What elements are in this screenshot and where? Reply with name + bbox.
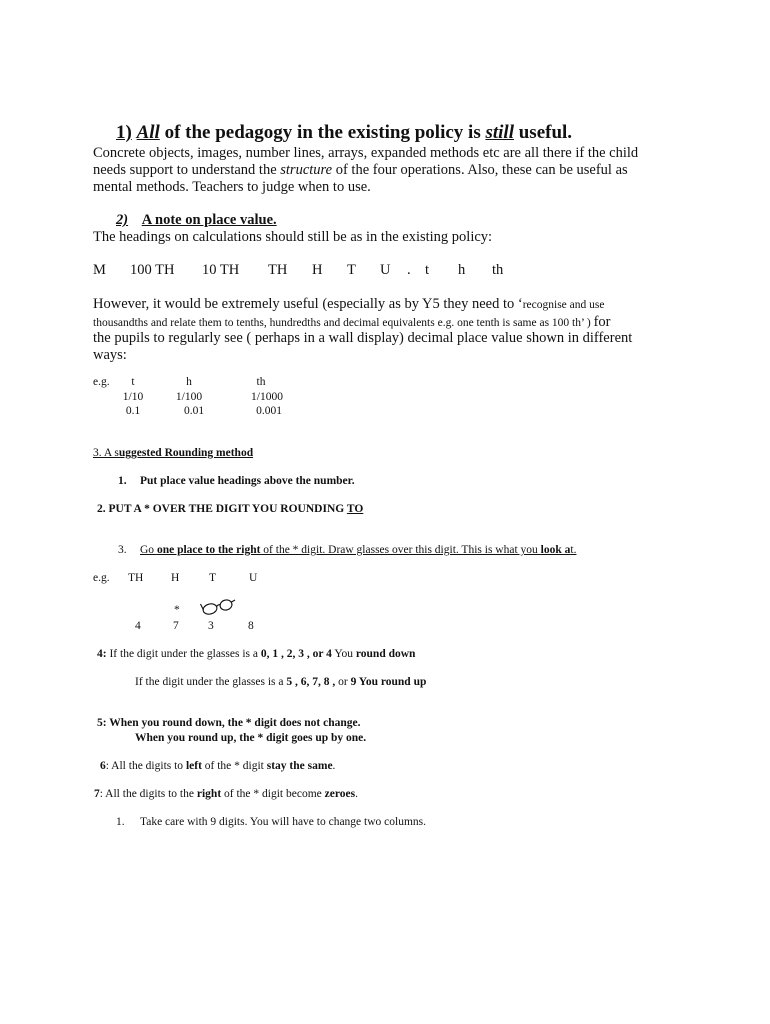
paragraph-line: the pupils to regularly see ( perhaps in a wall display) decimal place value shown in different: [93, 330, 633, 346]
step-3: [140, 544, 576, 556]
paragraph-line: [93, 162, 628, 179]
step-text: of the * digit become: [221, 788, 325, 800]
paragraph-line: ways:: [93, 347, 127, 363]
place-heading: t: [425, 262, 430, 278]
step-5-line: When you round up, the * digit goes up by one.: [135, 732, 367, 744]
step-number: 1.: [116, 816, 125, 828]
place-heading: h: [458, 262, 466, 278]
section-title: A note on place value.: [141, 212, 277, 228]
section-2-heading: [116, 212, 277, 229]
step-4b: [135, 676, 426, 688]
decimal-col-fraction: 1/1000: [251, 391, 283, 403]
step-emphasis: right: [196, 788, 222, 800]
example-digit: 8: [248, 620, 254, 632]
step-emphasis: 9 You round up: [350, 676, 427, 688]
step-emphasis: one place to the right: [156, 544, 261, 556]
step-emphasis: round down: [355, 648, 416, 660]
paragraph-text: of the four operations. Also, these can be useful as: [332, 162, 628, 178]
step-text: If the digit under the glasses is a: [135, 676, 287, 688]
example-label: e.g.: [93, 376, 110, 388]
step-text: Go: [140, 544, 157, 556]
step-number: 6: [100, 760, 106, 772]
step-text: 2. PUT A * OVER THE DIGIT YOU ROUNDING: [97, 503, 347, 515]
paragraph-line: The headings on calculations should still be as in the existing policy:: [93, 229, 493, 245]
decimal-col-head: t: [131, 376, 135, 388]
step-6: [100, 760, 335, 772]
step-text: .: [355, 788, 358, 800]
step-text: or: [335, 676, 351, 688]
section-3-heading: [93, 447, 253, 459]
paragraph-text: for: [593, 314, 611, 330]
step-number: 1.: [118, 475, 127, 487]
step-4: [97, 648, 415, 660]
step-text: Take care with 9 digits. You will have to change two columns.: [140, 816, 427, 828]
step-emphasis: TO: [346, 503, 364, 515]
example-heading: TH: [128, 572, 144, 584]
decimal-col-decimal: 0.1: [125, 405, 141, 417]
step-number: 7: [94, 788, 100, 800]
place-heading: .: [407, 262, 411, 278]
step-text: : All the digits to: [105, 760, 186, 772]
step-text: .: [332, 760, 336, 772]
step-emphasis: stay the same: [266, 760, 333, 772]
quote-text: thousandths and relate them to tenths, hundredths and decimal equivalents e.g. one tenth is same as 100 th’ ): [93, 317, 594, 329]
step-2: [97, 503, 363, 515]
step-number: 4:: [97, 648, 107, 660]
place-heading: TH: [268, 262, 288, 278]
step-number: 3.: [118, 544, 127, 556]
step-text: t.: [570, 544, 577, 556]
example-digit: 7: [173, 620, 179, 632]
step-7: [94, 788, 358, 800]
place-heading: T: [347, 262, 356, 278]
heading-text: of the pedagogy in the existing policy is: [159, 122, 486, 143]
section-number: 1): [116, 122, 132, 143]
step-emphasis: zeroes: [324, 788, 356, 800]
decimal-col-decimal: 0.001: [256, 405, 282, 417]
example-label: e.g.: [93, 572, 110, 584]
step-text: of the * digit. Draw glasses over this digit. This is what you: [260, 544, 541, 556]
step-emphasis: left: [185, 760, 202, 772]
place-heading: th: [492, 262, 504, 278]
place-heading: M: [93, 262, 106, 278]
decimal-col-head: h: [186, 376, 192, 388]
section-title: 3. A s: [93, 447, 119, 459]
step-text: of the * digit: [201, 760, 267, 772]
place-heading: 10 TH: [202, 262, 240, 278]
example-digit: 4: [135, 620, 141, 632]
decimal-col-decimal: 0.01: [183, 405, 205, 417]
paragraph-emphasis: structure: [280, 162, 333, 178]
section-number: 2): [116, 212, 129, 228]
heading-emphasis-still: still: [485, 122, 514, 143]
decimal-col-fraction: 1/100: [175, 391, 203, 403]
heading-text-end: useful.: [513, 122, 573, 143]
example-heading: H: [171, 572, 180, 584]
step-text: : All the digits to the: [99, 788, 197, 800]
step-text: If the digit under the glasses is a: [106, 648, 261, 660]
paragraph-line: mental methods. Teachers to judge when to use.: [93, 179, 371, 195]
quote-text: recognise and use: [522, 299, 605, 311]
step-emphasis: 0, 1 , 2, 3 , or 4: [260, 648, 332, 660]
section-1-heading: [116, 122, 572, 144]
step-text: Put place value headings above the number.: [140, 475, 355, 487]
place-heading: 100 TH: [130, 262, 175, 278]
paragraph-text: needs support to understand the: [93, 162, 281, 178]
paragraph-line: [93, 313, 610, 331]
paragraph-line: Concrete objects, images, number lines, arrays, expanded methods etc are all there if the child: [93, 145, 639, 161]
heading-emphasis-all: All: [136, 122, 160, 143]
section-title-bold: uggested Rounding method: [118, 447, 254, 459]
example-heading: T: [209, 572, 217, 584]
paragraph-line: [93, 296, 604, 314]
paragraph-text: However, it would be extremely useful (especially as by Y5 they need to ‘: [93, 296, 523, 312]
example-digit: 3: [208, 620, 214, 632]
example-heading: U: [249, 572, 258, 584]
rounding-star: *: [174, 604, 180, 616]
step-5-line: 5: When you round down, the * digit does not change.: [97, 717, 361, 729]
place-heading: U: [380, 262, 391, 278]
step-emphasis: 5 , 6, 7, 8 ,: [286, 676, 336, 688]
step-text: You: [331, 648, 356, 660]
glasses-icon: [199, 598, 237, 618]
decimal-col-fraction: 1/10: [122, 391, 144, 403]
decimal-col-head: th: [256, 376, 266, 388]
place-heading: H: [312, 262, 323, 278]
step-emphasis: look a: [540, 544, 571, 556]
